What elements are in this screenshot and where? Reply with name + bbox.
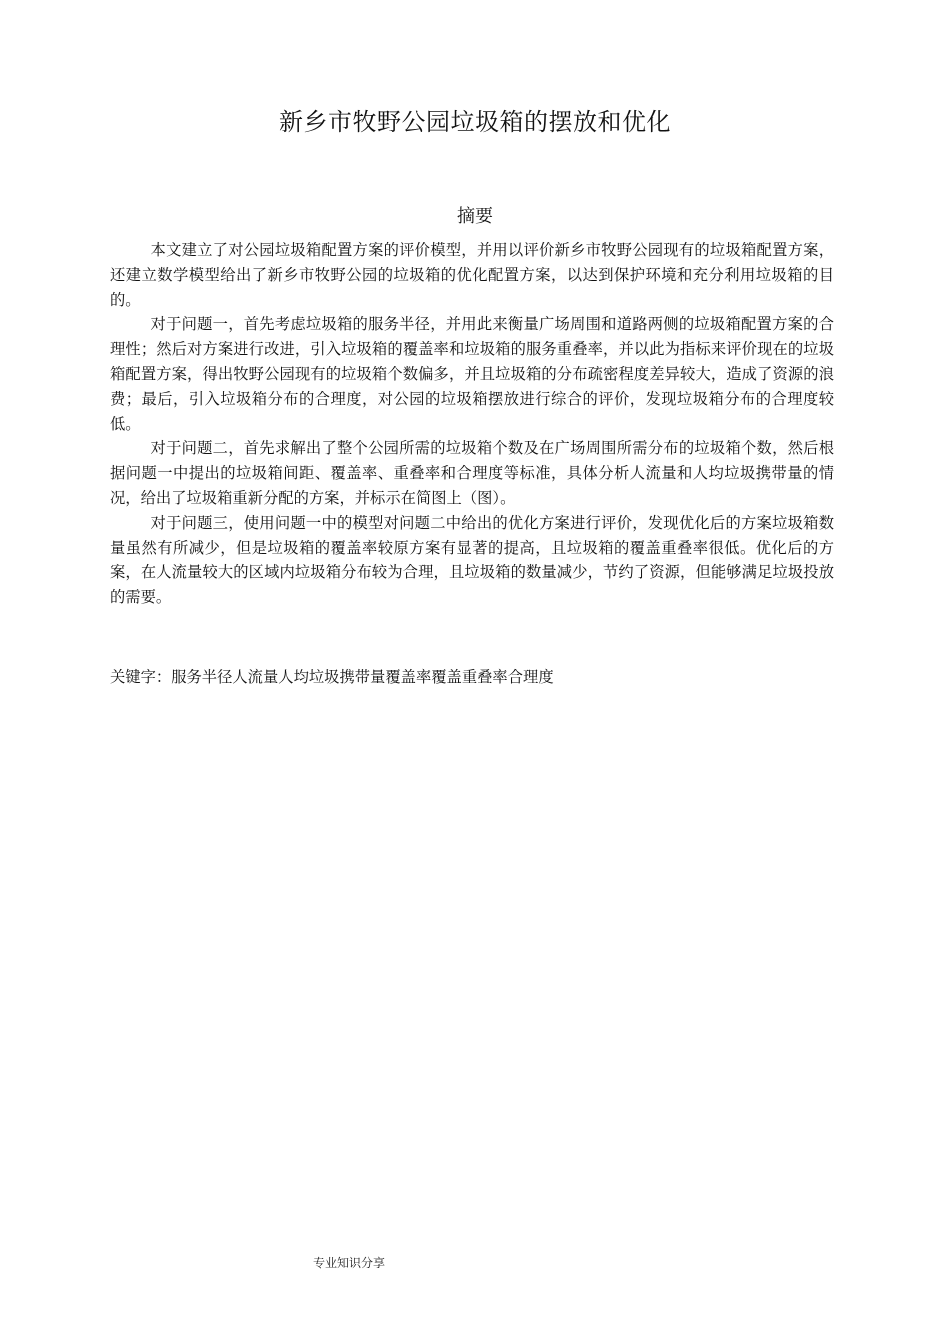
document-title: 新乡市牧野公园垃圾箱的摆放和优化 xyxy=(279,108,671,136)
abstract-body xyxy=(110,238,834,610)
abstract-paragraph-1: 本文建立了对公园垃圾箱配置方案的评价模型，并用以评价新乡市牧野公园现有的垃圾箱配置方案，还建立数学模型给出了新乡市牧野公园的垃圾箱的优化配置方案，以达到保护环境和充分利用垃圾箱的目的。 xyxy=(110,241,834,309)
footer-note: 专业知识分享 xyxy=(313,1256,386,1270)
abstract-paragraph-4: 对于问题三，使用问题一中的模型对问题二中给出的优化方案进行评价，发现优化后的方案垃圾箱数量虽然有所减少，但是垃圾箱的覆盖率较原方案有显著的提高，且垃圾箱的覆盖重叠率很低。优化后的方案，在人流量较大的区域内垃圾箱分布较为合理，且垃圾箱的数量减少，节约了资源，但能够满足垃圾投放的需要。 xyxy=(110,513,834,607)
abstract-paragraph-3: 对于问题二，首先求解出了整个公园所需的垃圾箱个数及在广场周围所需分布的垃圾箱个数，然后根据问题一中提出的垃圾箱间距、覆盖率、重叠率和合理度等标准，具体分析人流量和人均垃圾携带量的情况，给出了垃圾箱重新分配的方案，并标示在简图上（图）。 xyxy=(110,439,834,507)
keywords-line: 关键字：服务半径人流量人均垃圾携带量覆盖率覆盖重叠率合理度 xyxy=(110,668,554,686)
abstract-paragraph-2: 对于问题一，首先考虑垃圾箱的服务半径，并用此来衡量广场周围和道路两侧的垃圾箱配置方案的合理性；然后对方案进行改进，引入垃圾箱的覆盖率和垃圾箱的服务重叠率，并以此为指标来评价现在的垃圾箱配置方案，得出牧野公园现有的垃圾箱个数偏多，并且垃圾箱的分布疏密程度差异较大，造成了资源的浪费；最后，引入垃圾箱分布的合理度，对公园的垃圾箱摆放进行综合的评价，发现垃圾箱分布的合理度较低。 xyxy=(110,315,834,433)
abstract-heading: 摘要 xyxy=(457,206,493,227)
